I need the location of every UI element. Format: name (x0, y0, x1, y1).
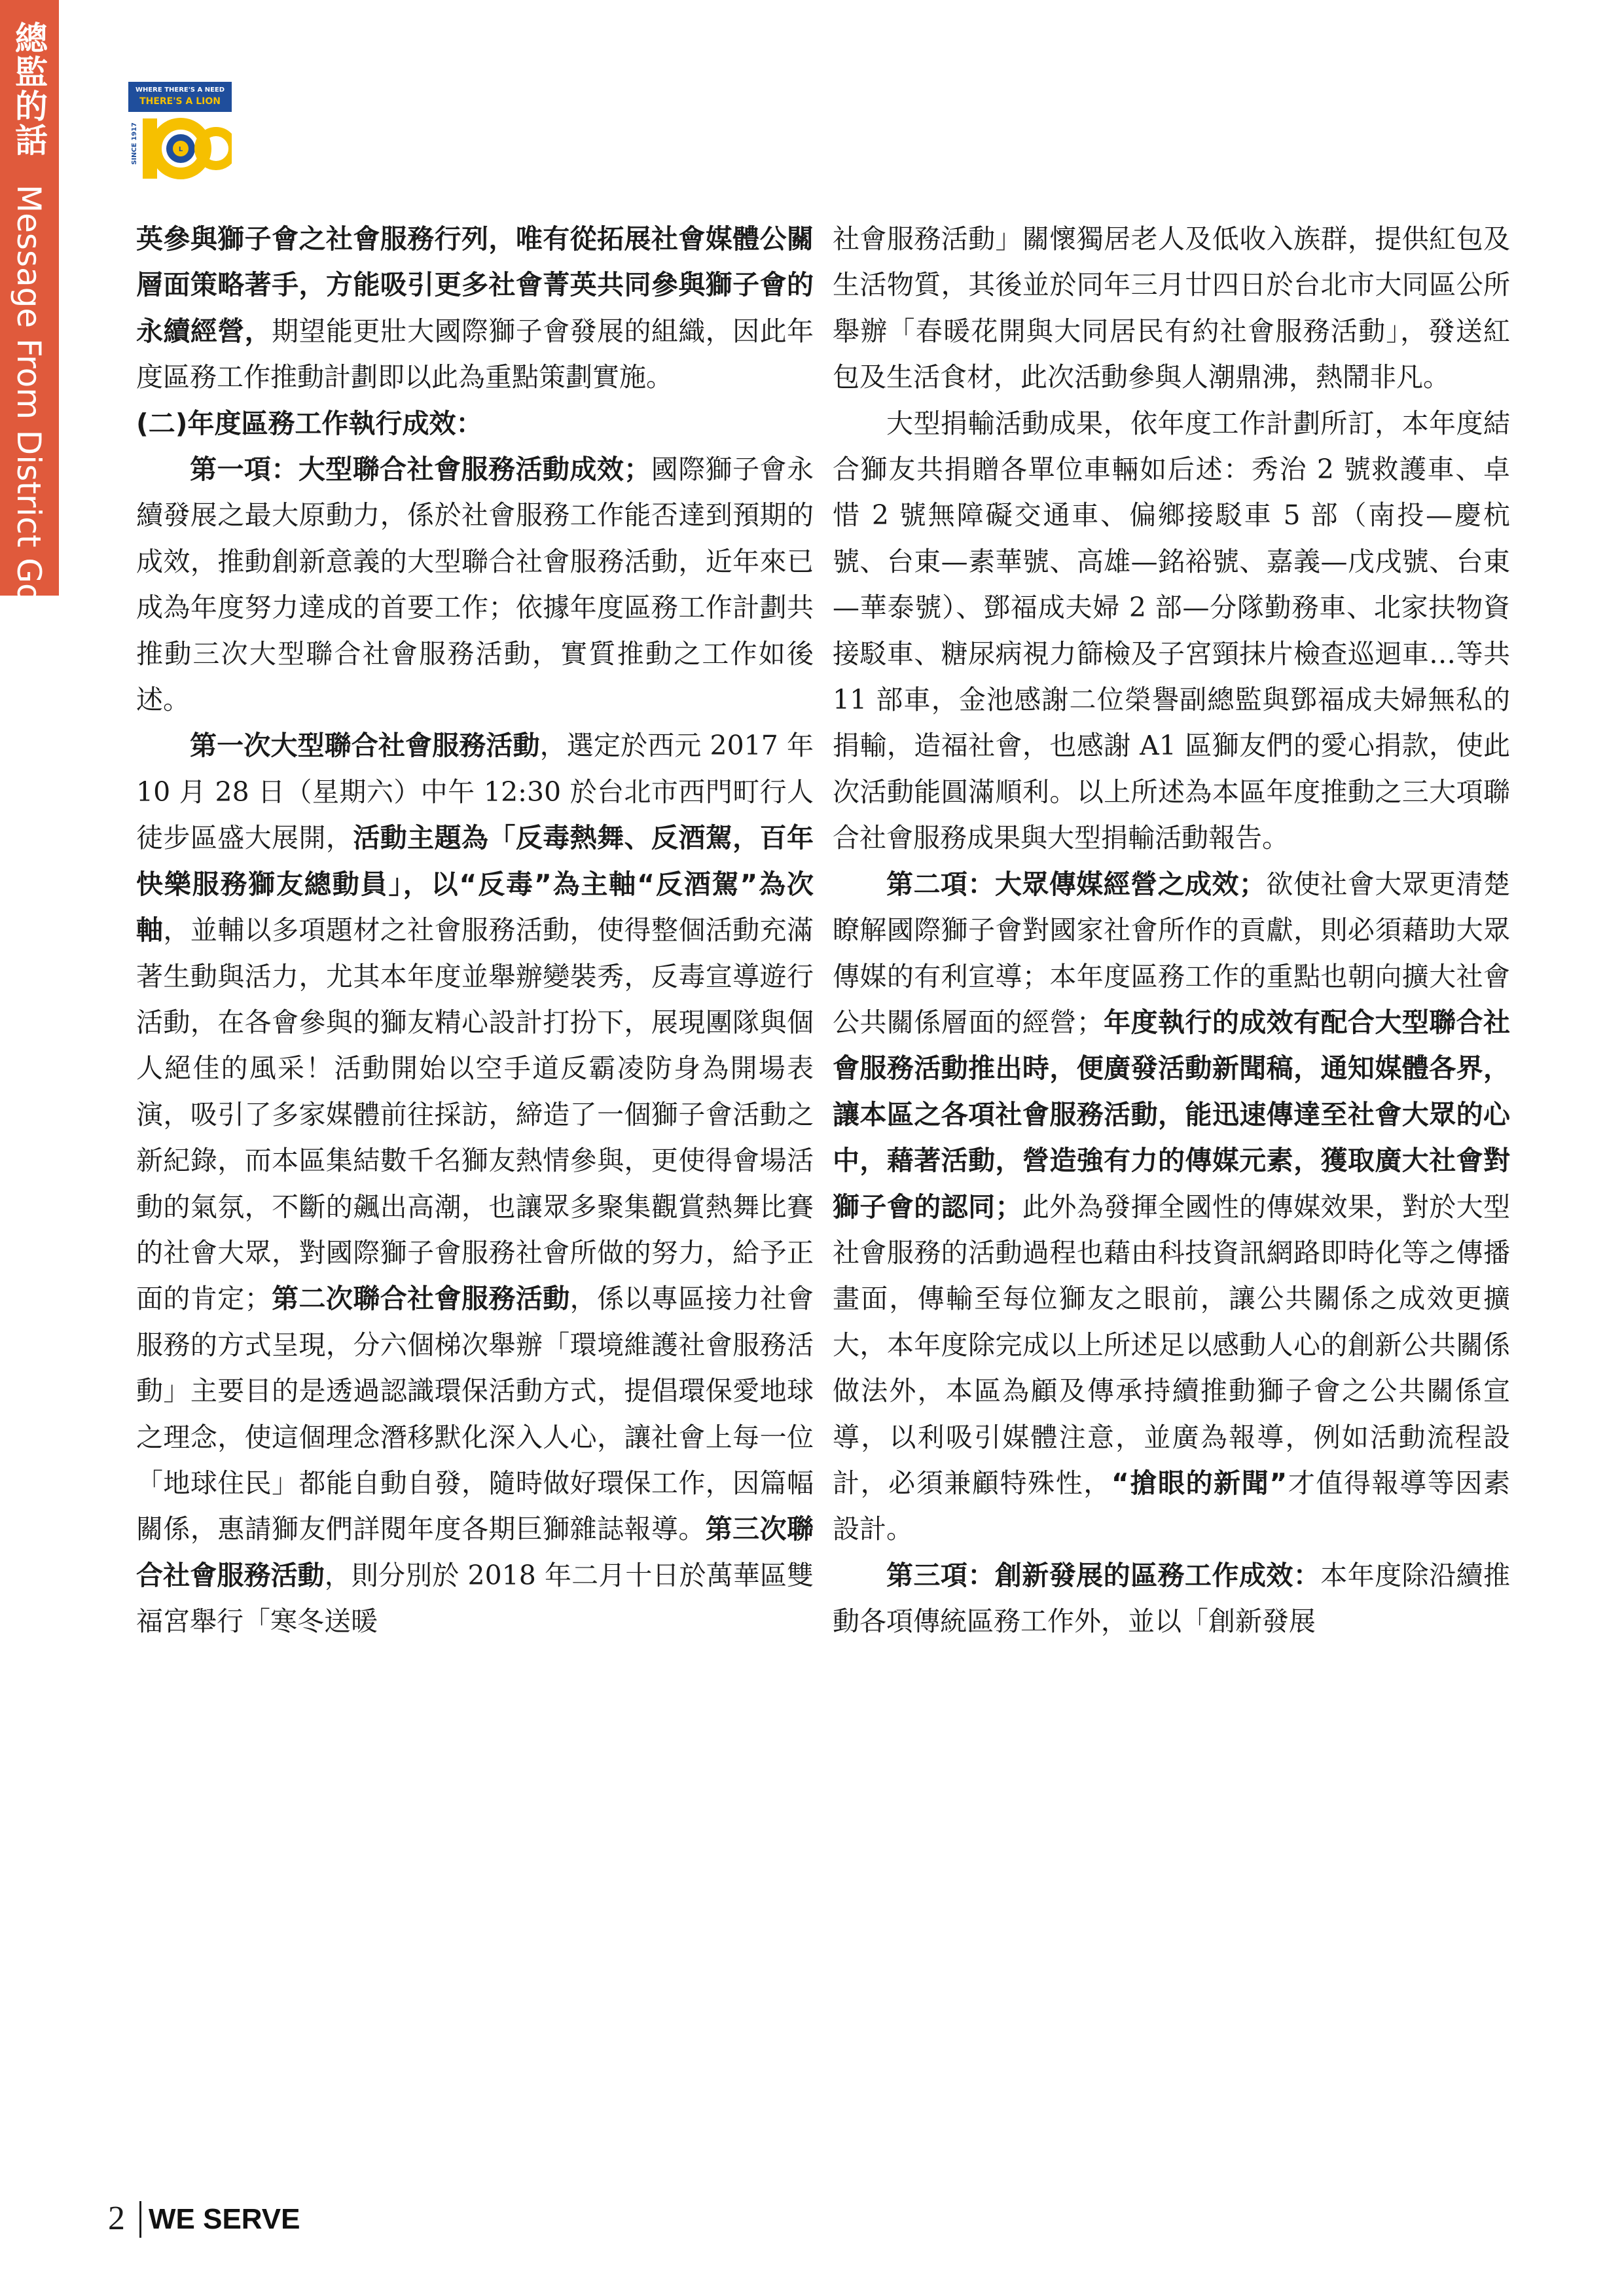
bold-text: 年度執行的成效有配合大型聯合社會服務活動推出時，便廣發活動新聞稿，通知媒體各界，讓本區之各項社會服務活動，能迅速傳達至社會大眾的心中，藉著活動，營造強有力的傳媒元素，獲取廣大社會對獅子會的認同； (833, 1006, 1510, 1223)
paragraph (136, 216, 814, 401)
body-text: ，係以專區接力社會服務的方式呈現，分六個梯次舉辦「環境維護社會服務活動」主要目的是透過認識環保活動方式，提倡環保愛地球之理念，使這個理念潛移默化深入人心，讓社會上每一位「地球住民」都能自動自發，隨時做好環保工作，因篇幅關係，惠請獅友們詳閱年度各期巨獅雜誌報導。 (136, 1283, 814, 1545)
body-text: ，選定於西元 2017 年 10 月 28 日（星期六）中午 12:30 於台北市西門町行人徒步區盛大展開， (136, 730, 814, 854)
paragraph (136, 723, 814, 1644)
logo-slogan-line1: WHERE THERE'S A NEED (135, 86, 225, 94)
page-number: 2 (108, 2200, 125, 2237)
body-text: 大型捐輸活動成果，依年度工作計劃所訂，本年度結合獅友共捐贈各單位車輛如后述：秀治 2 號救護車、卓惜 2 號無障礙交通車、偏鄉接駁車 5 部（南投—慶杭號、台東—素華號、高雄—銘裕號、嘉義—戊戌號、台東—華泰號）、鄧福成夫婦 2 部—分隊勤務車、北家扶物資接駁車、糖尿病視力篩檢及子宮頸抹片檢查巡迴車…等共 11 部車，金池感謝二位榮譽副總監與鄧福成夫婦無私的捐輸，造福社會，也感謝 A1 區獅友們的愛心捐款，使此次活動能圓滿順利。以上所述為本區年度推動之三大項聯合社會服務成果與大型捐輸活動報告。 (833, 407, 1510, 854)
paragraph (136, 446, 814, 723)
lions-centennial-logo (128, 82, 232, 185)
svg-text:L: L (178, 146, 183, 153)
paragraph (833, 1552, 1510, 1645)
item-heading: 第一項：大型聯合社會服務活動成效； (190, 454, 651, 486)
logo-slogan-line2: THERE'S A LION (139, 96, 221, 107)
body-text: ，並輔以多項題材之社會服務活動，使得整個活動充滿著生動與活力，尤其本年度並舉辦變裝秀，反毒宣導遊行活動，在各會參與的獅友精心設計打扮下，展現團隊與個人絕佳的風采！活動開始以空手道反霸凌防身為開場表演，吸引了多家媒體前往採訪，締造了一個獅子會活動之新紀錄，而本區集結數千名獅友熱情參與，更使得會場活動的氣氛，不斷的飆出高潮，也讓眾多聚集觀賞熱舞比賽的社會大眾，對國際獅子會服務社會所做的努力，給予正面的肯定； (136, 914, 814, 1315)
item-heading: 第三項：創新發展的區務工作成效： (886, 1559, 1321, 1591)
body-text: 此外為發揮全國性的傳媒效果，對於大型社會服務的活動過程也藉由科技資訊網路即時化等之傳播畫面，傳輸至每位獅友之眼前，讓公共關係之成效更擴大，本年度除完成以上所述足以感動人心的創新公共關係做法外，本區為顧及傳承持續推動獅子會之公共關係宣導，以利吸引媒體注意，並廣為報導，例如活動流程設計，必須兼顧特殊性， (833, 1191, 1510, 1499)
bold-text: “搶眼的新聞” (1111, 1467, 1288, 1499)
bold-text: 第三次聯合社會服務活動 (136, 1513, 814, 1591)
bold-text: 英參與獅子會之社會服務行列，唯有從拓展社會媒體公關層面策略著手，方能吸引更多社會菁英共同參與獅子會的永續經營， (136, 223, 814, 347)
logo-100-graphic (128, 112, 232, 185)
item-heading: 第二項：大眾傳媒經營之成效； (886, 868, 1266, 900)
body-text: ，則分別於 2018 年二月十日於萬華區雙福宮舉行「寒冬送暖 (136, 1559, 814, 1638)
paragraph (833, 401, 1510, 861)
body-text: 期望能更壯大國際獅子會發展的組織，因此年度區務工作推動計劃即以此為重點策劃實施。 (136, 315, 814, 393)
logo-slogan (128, 82, 232, 112)
footer-divider (139, 2201, 141, 2238)
paragraph (833, 861, 1510, 1552)
bold-text: 第一次大型聯合社會服務活動 (190, 730, 540, 762)
bold-text: 第二次聯合社會服務活動 (271, 1283, 570, 1315)
body-text: 才值得報導等因素設計。 (833, 1467, 1510, 1545)
logo-since: SINCE 1917 (131, 122, 138, 165)
section-heading: (二)年度區務工作執行成效： (136, 407, 483, 439)
body-text: 欲使社會大眾更清楚瞭解國際獅子會對國家社會所作的貢獻，則必須藉助大眾傳媒的有利宣導；本年度區務工作的重點也朝向擴大社會公共關係層面的經營； (833, 868, 1511, 1038)
article-column-right (833, 216, 1510, 1645)
section-label-zh: 總監的話 (10, 21, 48, 157)
body-text: 國際獅子會永續發展之最大原動力，係於社會服務工作能否達到預期的成效，推動創新意義的大型聯合社會服務活動，近年來已成為年度努力達成的首要工作；依據年度區務工作計劃共推動三次大型聯合社會服務活動，實質推動之工作如後述。 (136, 454, 814, 716)
section-label (9, 21, 48, 709)
bold-text: 活動主題為「反毒熱舞、反酒駕，百年快樂服務獅友總動員」，以“反毒”為主軸“反酒駕”為次軸 (136, 822, 814, 946)
publication-name: WE SERVE (149, 2203, 300, 2235)
section-side-tab (0, 0, 59, 710)
body-text: 本年度除沿續推動各項傳統區務工作外，並以「創新發展 (833, 1559, 1511, 1638)
paragraph (833, 216, 1510, 401)
body-text: 社會服務活動」關懷獨居老人及低收入族群，提供紅包及生活物質，其後並於同年三月廿四日於台北市大同區公所舉辦「春暖花開與大同居民有約社會服務活動」，發送紅包及生活食材，此次活動參與人潮鼎沸，熱鬧非凡。 (833, 223, 1510, 393)
section-label-en: Message From District Governor (10, 184, 48, 710)
article-column-left (136, 216, 814, 1645)
